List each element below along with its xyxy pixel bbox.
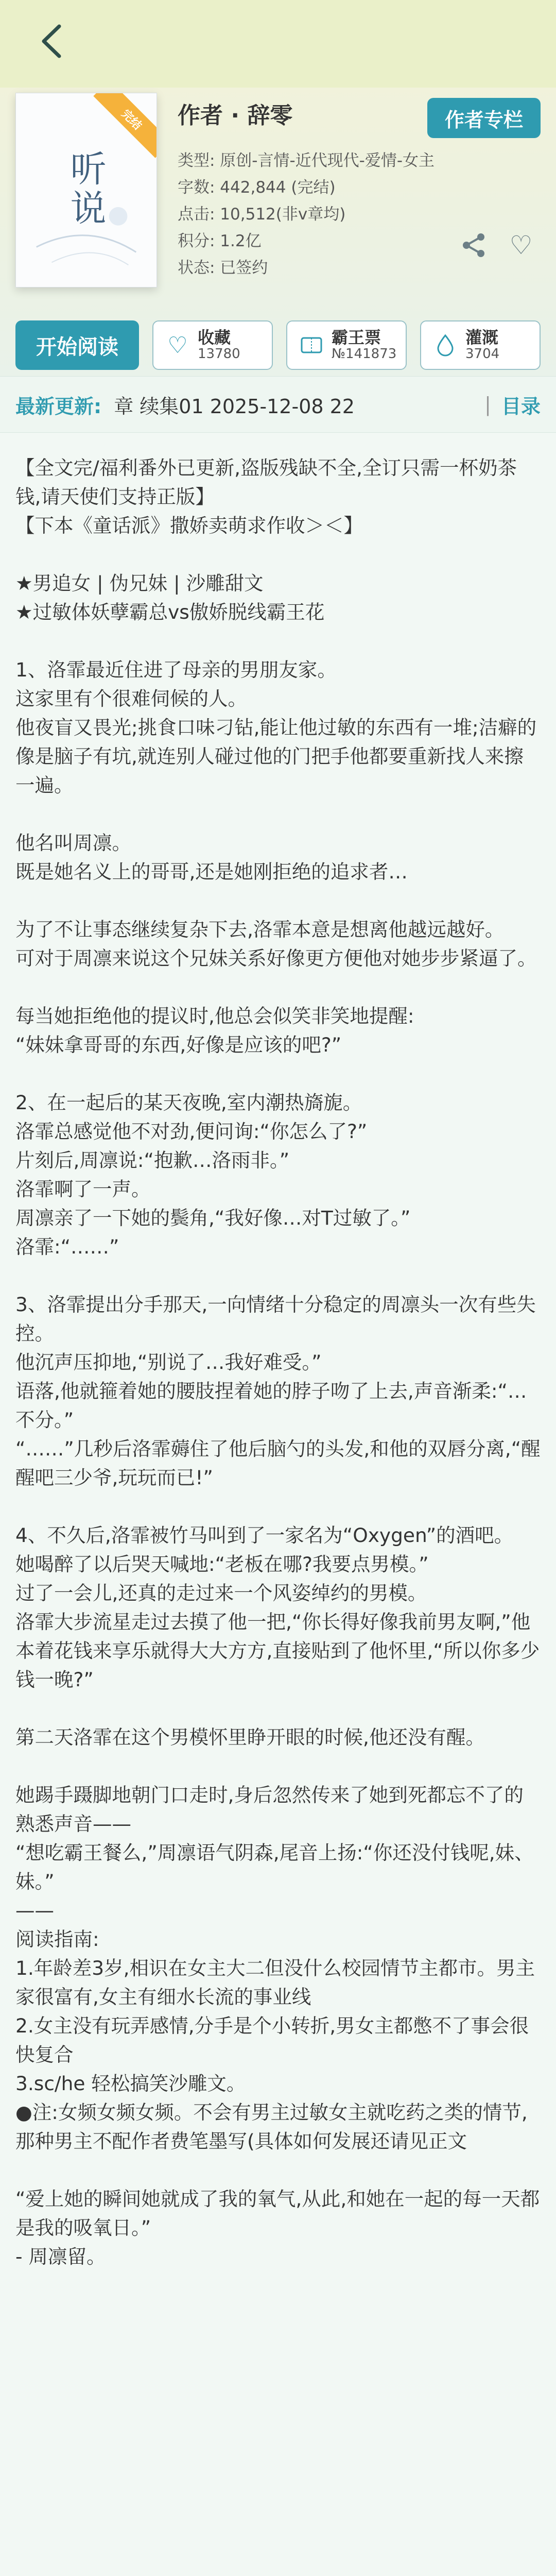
book-cover[interactable]	[15, 93, 157, 287]
description-line: 2.女主没有玩弄感情,分手是个小转折,男女主都憋不了事会很快复合	[15, 2014, 529, 2066]
description-line: 3、洛霏提出分手那天,一向情绪十分稳定的周凛头一次有些失控。	[15, 1293, 536, 1345]
water-label: 灌溉	[465, 327, 499, 347]
description-line: 过了一会儿,还真的走过来一个风姿绰约的男模。	[15, 1582, 427, 1604]
description-line: ★男追女 | 伪兄妹 | 沙雕甜文	[15, 572, 264, 595]
water-drop-icon	[432, 332, 458, 358]
heart-outline-icon: ♡	[167, 332, 188, 359]
description-line: 片刻后,周凛说:“抱歉…洛雨非。”	[15, 1149, 290, 1172]
description-line: 语落,他就箍着她的腰肢捏着她的脖子吻了上去,声音渐柔:“…不分。”	[15, 1380, 527, 1431]
meta-actions	[459, 231, 535, 260]
collect-label: 收藏	[198, 327, 231, 347]
ticket-button[interactable]	[286, 320, 407, 370]
description-line: 每当她拒绝他的提议时,他总会似笑非笑地提醒:	[15, 1005, 414, 1027]
collect-button[interactable]	[152, 320, 273, 370]
description-line	[15, 1261, 541, 1290]
book-score: 积分: 1.2亿	[178, 232, 262, 250]
ticket-icon	[299, 332, 324, 358]
author-name[interactable]: 作者 · 辞零	[178, 103, 293, 129]
description-line	[15, 540, 541, 569]
description-line: 洛霏总感觉他不对劲,便问询:“你怎么了?”	[15, 1120, 368, 1143]
description-line: - 周凛留。	[15, 2245, 106, 2268]
description-line: 他夜盲又畏光;挑食口味刁钻,能让他过敏的东西有一堆;洁癖的像是脑子有坑,就连别人碰过他的门把手他都要重新找人来擦一遍。	[15, 716, 537, 796]
description-line: 【全文完/福利番外已更新,盗版残缺不全,全订只需一杯奶茶钱,请天使们支持正版】	[15, 456, 517, 508]
description-line: 3.sc/he 轻松搞笑沙雕文。	[15, 2072, 246, 2095]
description-line: “爱上她的瞬间她就成了我的氧气,从此,和她在一起的每一天都是我的吸氧日。”	[15, 2188, 540, 2239]
description-line	[15, 1059, 541, 1088]
description-line: “妹妹拿哥哥的东西,好像是应该的吧?”	[15, 1033, 342, 1056]
description-line	[15, 2156, 541, 2184]
description-line: 为了不让事态继续复杂下去,洛霏本意是想离他越远越好。	[15, 918, 505, 941]
book-type: 类型: 原创-言情-近代现代-爱情-女主	[178, 151, 435, 170]
share-icon[interactable]	[459, 231, 488, 260]
description-line: 她踢手蹑脚地朝门口走时,身后忽然传来了她到死都忘不了的熟悉声音——	[15, 1784, 524, 1835]
start-reading-button[interactable]: 开始阅读	[15, 320, 139, 370]
author-column-button[interactable]: 作者专栏	[427, 98, 541, 138]
description-line: 1、洛霏最近住进了母亲的男朋友家。	[15, 658, 337, 681]
description-line: 2、在一起后的某天夜晚,室内潮热旖旎。	[15, 1091, 362, 1114]
description-line: 洛霏:“……”	[15, 1235, 119, 1258]
latest-update-label: 最新更新:	[15, 395, 102, 418]
description-line: 1.年龄差3岁,相识在女主大二但没什么校园情节主都市。男主家很富有,女主有细水长流的事业线	[15, 1957, 535, 2008]
latest-chapter-link[interactable]: 章 续集01 2025-12-08 22	[114, 395, 355, 418]
book-clicks: 点击: 10,512(非v章均)	[178, 205, 346, 224]
description-line: ●注:女频女频女频。不会有男主过敏女主就吃药之类的情节,那种男主不配作者费笔墨写(具体如何发展还请见正文	[15, 2101, 528, 2153]
description-line: “……”几秒后洛霏薅住了他后脑勺的头发,和他的双唇分离,“醒醒吧三少爷,玩玩而已!”	[15, 1437, 541, 1489]
description-line: ★过敏体妖孽霸总vs傲娇脱线霸王花	[15, 601, 325, 623]
back-button[interactable]	[31, 18, 72, 64]
description-line	[15, 973, 541, 1002]
table-of-contents-link[interactable]: 目录	[501, 395, 541, 418]
water-count: 3704	[465, 346, 500, 362]
description-line: 可对于周凛来说这个兄妹关系好像更方便他对她步步紧逼了。	[15, 947, 537, 970]
book-words: 字数: 442,844 (完结)	[178, 178, 336, 197]
description-line	[15, 626, 541, 655]
description-line: 【下本《童话派》撒娇卖萌求作收＞＜】	[15, 514, 363, 537]
ticket-count: №141873	[332, 346, 397, 362]
description-line: 洛霏大步流星走过去摸了他一把,“你长得好像我前男友啊,”他本着花钱来享乐就得大大方方,直接贴到了他怀里,“所以你多少钱一晚?”	[15, 1611, 540, 1691]
book-info	[178, 98, 541, 281]
description-line	[15, 1694, 541, 1723]
description-line: 这家里有个很难伺候的人。	[15, 687, 247, 710]
description-line	[15, 1752, 541, 1781]
top-bar	[0, 0, 556, 88]
book-status: 状态: 已签约	[178, 259, 268, 277]
description-text	[15, 453, 541, 2271]
description-line: 阅读指南:	[15, 1928, 99, 1951]
action-row	[15, 319, 541, 371]
description-line: 周凛亲了一下她的鬓角,“我好像…对T过敏了。”	[15, 1207, 411, 1229]
description-line: 4、不久后,洛霏被竹马叫到了一家名为“Oxygen”的酒吧。	[15, 1524, 514, 1547]
status-ribbon: 完结	[93, 93, 157, 158]
description-line: 他沉声压抑地,“别说了…我好难受。”	[15, 1351, 322, 1374]
water-button[interactable]	[420, 320, 541, 370]
chevron-left-icon	[39, 23, 64, 59]
description-line	[15, 1492, 541, 1521]
divider: |	[484, 393, 491, 416]
description-line: 第二天洛霏在这个男模怀里睁开眼的时候,他还没有醒。	[15, 1726, 485, 1749]
description-line	[15, 800, 541, 828]
description-line: 她喝醉了以后哭天喊地:“老板在哪?我要点男模。”	[15, 1553, 429, 1575]
book-description	[0, 433, 556, 2576]
book-header	[0, 0, 556, 376]
ticket-label: 霸王票	[332, 327, 381, 347]
description-line: 既是她名义上的哥哥,还是她刚拒绝的追求者…	[15, 860, 408, 883]
description-line: “想吃霸王餐么,”周凛语气阴森,尾音上扬:“你还没付钱呢,妹、妹。”	[15, 1841, 534, 1893]
latest-update-bar	[0, 376, 556, 433]
description-line: 洛霏啊了一声。	[15, 1178, 151, 1200]
collect-count: 13780	[198, 346, 240, 362]
description-line	[15, 886, 541, 915]
heart-icon[interactable]: ♡	[509, 230, 533, 260]
description-line: 他名叫周凛。	[15, 832, 131, 854]
cover-title: 听说	[64, 150, 107, 228]
description-line: ——	[15, 1899, 54, 1922]
